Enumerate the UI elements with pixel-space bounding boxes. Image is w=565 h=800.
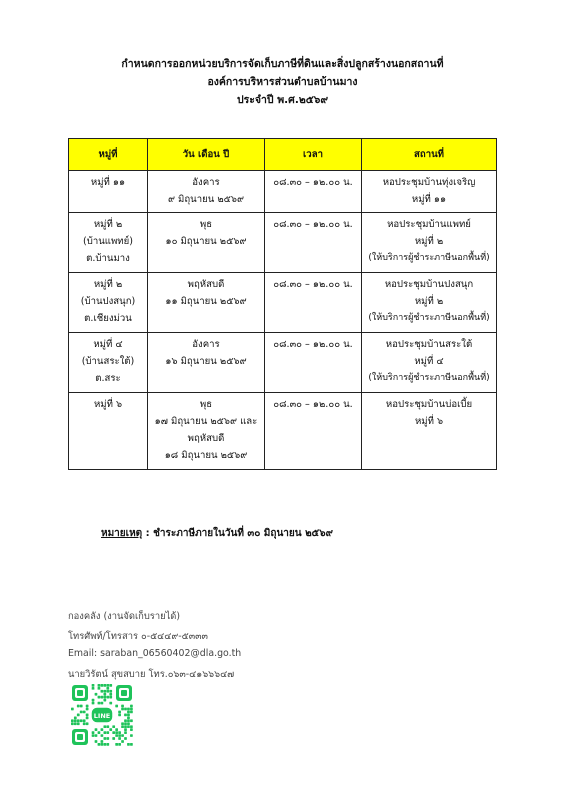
qr-module <box>86 722 89 725</box>
cell-line: หมู่ที่ ๖ <box>414 415 444 427</box>
qr-module <box>124 722 127 725</box>
qr-module <box>109 693 112 696</box>
place-cell <box>362 213 497 273</box>
qr-module <box>80 711 83 714</box>
qr-module <box>74 722 77 725</box>
village-cell <box>69 213 148 273</box>
qr-module <box>130 734 133 737</box>
qr-module <box>83 722 86 725</box>
qr-module <box>127 722 130 725</box>
qr-module <box>101 734 104 737</box>
cell-line: หอประชุมบ้านทุ่งเจริญ <box>382 177 476 188</box>
qr-module <box>118 731 121 734</box>
qr-module <box>106 690 109 693</box>
date-cell <box>148 273 265 333</box>
qr-module <box>95 728 98 731</box>
village-cell <box>69 332 148 392</box>
qr-module <box>77 722 80 725</box>
qr-module <box>127 719 130 722</box>
qr-module <box>74 719 77 722</box>
qr-module <box>101 743 104 746</box>
qr-module <box>92 699 95 702</box>
fiscal-year: ประจำปี พ.ศ.๒๕๖๙ <box>236 94 329 106</box>
qr-module <box>103 693 106 696</box>
qr-module <box>106 687 109 690</box>
qr-module <box>106 737 109 740</box>
cell-line: หมู่ที่ ๖ <box>93 398 123 410</box>
qr-module <box>95 740 98 743</box>
date-cell <box>148 171 265 213</box>
village-cell <box>69 273 148 333</box>
place-cell <box>362 171 497 213</box>
date-cell <box>148 332 265 392</box>
place-note: (ให้บริการผู้ชำระภาษีนอกพื้นที่) <box>368 253 490 264</box>
contact-person: นายวิรัตน์ สุขสบาย โทร.๐๖๓-๔๑๖๖๖๔๗ <box>68 669 235 680</box>
place-note: (ให้บริการผู้ชำระภาษีนอกพื้นที่) <box>368 372 490 383</box>
table-header-row <box>69 139 497 171</box>
qr-module <box>98 687 101 690</box>
column-header-date: วัน เดือน ปี <box>148 139 265 171</box>
qr-module <box>115 734 118 737</box>
qr-module <box>103 696 106 699</box>
qr-module <box>92 687 95 690</box>
time-cell <box>265 273 362 333</box>
cell-line: อังคาร <box>192 177 220 188</box>
cell-line: หอประชุมบ้านแพทย์ <box>387 219 471 231</box>
qr-module <box>121 740 124 743</box>
time-cell <box>265 332 362 392</box>
table-row <box>69 392 497 469</box>
qr-module <box>80 719 83 722</box>
qr-module <box>98 702 101 705</box>
qr-module <box>118 714 121 717</box>
qr-module <box>118 711 121 714</box>
qr-module <box>106 725 109 728</box>
qr-module <box>101 684 104 687</box>
qr-module <box>92 684 95 687</box>
cell-line: หอประชุมบ้านบ่อเบี้ย <box>385 398 473 410</box>
cell-line: ๑๑ มิถุนายน ๒๕๖๙ <box>165 296 247 308</box>
qr-module <box>124 708 127 711</box>
table-row <box>69 171 497 213</box>
cell-line: หมู่ที่ ๔ <box>414 355 444 367</box>
qr-module <box>86 716 89 719</box>
qr-module <box>103 743 106 746</box>
contact-phone: โทรศัพท์/โทรสาร ๐-๕๔๔๙-๕๓๓๓ <box>68 631 208 642</box>
cell-line: (บ้านสระใต้) <box>81 355 135 367</box>
date-cell <box>148 213 265 273</box>
cell-line: ๑๗ มิถุนายน ๒๕๖๙ และ <box>154 415 258 427</box>
qr-module <box>101 740 104 743</box>
qr-module <box>121 708 124 711</box>
note-label: หมายเหตุ <box>101 528 143 539</box>
qr-module <box>127 711 130 714</box>
qr-module <box>98 684 101 687</box>
line-qr-code <box>71 684 133 746</box>
qr-module <box>130 708 133 711</box>
qr-module <box>101 728 104 731</box>
qr-module <box>106 696 109 699</box>
place-cell <box>362 332 497 392</box>
qr-module <box>71 708 74 711</box>
cell-line: ๑๖ มิถุนายน ๒๕๖๙ <box>165 355 247 367</box>
qr-module <box>101 702 104 705</box>
qr-module <box>86 714 89 717</box>
cell-line: หอประชุมบ้านปงสนุก <box>384 279 474 291</box>
column-header-time: เวลา <box>265 139 362 171</box>
qr-module <box>98 731 101 734</box>
qr-module <box>121 725 124 728</box>
qr-module <box>127 708 130 711</box>
qr-module <box>95 693 98 696</box>
cell-line: อังคาร <box>192 338 220 350</box>
qr-module <box>121 734 124 737</box>
qr-module <box>92 734 95 737</box>
cell-line: หมู่ที่ ๔ <box>93 338 123 350</box>
qr-module <box>115 743 118 746</box>
qr-module <box>77 705 80 708</box>
schedule-body <box>69 171 497 470</box>
document-title: กำหนดการออกหน่วยบริการจัดเก็บภาษีที่ดินและสิ่งปลูกสร้างนอกสถานที่ <box>121 58 444 70</box>
cell-line: หมู่ที่ ๑๑ <box>411 194 447 205</box>
qr-module <box>74 716 77 719</box>
cell-line: (บ้านปงสนุก) <box>80 296 136 308</box>
qr-module <box>86 705 89 708</box>
village-cell <box>69 392 148 469</box>
village-cell <box>69 171 148 213</box>
qr-module <box>103 737 106 740</box>
cell-line: (บ้านแพทย์) <box>83 236 133 248</box>
qr-line-label: LINE <box>93 712 111 720</box>
cell-line: ๐๘.๓๐ – ๑๒.๐๐ น. <box>273 279 353 291</box>
qr-module <box>101 696 104 699</box>
qr-module <box>127 743 130 746</box>
qr-module <box>106 731 109 734</box>
cell-line: ๐๘.๓๐ – ๑๒.๐๐ น. <box>273 219 353 231</box>
cell-line: ๐๘.๓๐ – ๑๒.๐๐ น. <box>273 177 353 188</box>
cell-line: ๑๘ มิถุนายน ๒๕๖๙ <box>164 449 248 461</box>
contact-department: กองคลัง (งานจัดเก็บรายได้) <box>68 611 181 622</box>
place-note: (ให้บริการผู้ชำระภาษีนอกพื้นที่) <box>368 313 490 324</box>
cell-line: ๙ มิถุนายน ๒๕๖๙ <box>167 194 245 205</box>
qr-module <box>118 737 121 740</box>
qr-module <box>109 690 112 693</box>
qr-module <box>115 705 118 708</box>
qr-module <box>86 708 89 711</box>
qr-module <box>130 728 133 731</box>
cell-line: พุธ <box>199 398 213 410</box>
qr-module <box>112 731 115 734</box>
cell-line: หมู่ที่ ๒ <box>93 279 123 291</box>
qr-module <box>83 711 86 714</box>
qr-module <box>92 702 95 705</box>
qr-module <box>71 719 74 722</box>
qr-module <box>109 684 112 687</box>
qr-module <box>83 719 86 722</box>
qr-module <box>98 696 101 699</box>
table-row <box>69 273 497 333</box>
cell-line: หมู่ที่ ๒ <box>414 296 444 308</box>
cell-line: หอประชุมบ้านสระใต้ <box>385 338 473 350</box>
qr-module <box>101 690 104 693</box>
cell-line: หมู่ที่ ๑๑ <box>90 177 126 188</box>
time-cell <box>265 213 362 273</box>
cell-line: ต.เชียงม่วน <box>84 313 132 325</box>
cell-line: พฤหัสบดี <box>187 432 225 444</box>
place-cell <box>362 392 497 469</box>
qr-module <box>95 734 98 737</box>
qr-module <box>130 725 133 728</box>
qr-module <box>103 699 106 702</box>
column-header-village: หมู่ที่ <box>69 139 148 171</box>
note-text: : ชำระภาษีภายในวันที่ ๓๐ มิถุนายน ๒๕๖๙ <box>142 528 333 539</box>
qr-module <box>124 719 127 722</box>
table-row <box>69 213 497 273</box>
qr-module <box>121 722 124 725</box>
time-cell <box>265 392 362 469</box>
cell-line: ๐๘.๓๐ – ๑๒.๐๐ น. <box>273 398 353 410</box>
qr-module <box>92 731 95 734</box>
qr-module <box>71 722 74 725</box>
cell-line: ๐๘.๓๐ – ๑๒.๐๐ น. <box>273 338 353 350</box>
qr-module <box>109 702 112 705</box>
qr-module <box>127 716 130 719</box>
time-cell <box>265 171 362 213</box>
qr-module <box>98 743 101 746</box>
qr-module <box>124 728 127 731</box>
cell-line: ต.บ้านมาง <box>86 253 130 265</box>
qr-module <box>115 728 118 731</box>
qr-module <box>121 705 124 708</box>
note <box>101 526 333 541</box>
cell-line: พฤหัสบดี <box>187 279 225 291</box>
cell-line: หมู่ที่ ๒ <box>414 236 444 248</box>
qr-module <box>118 734 121 737</box>
qr-module <box>115 731 118 734</box>
column-header-place: สถานที่ <box>362 139 497 171</box>
qr-module <box>103 684 106 687</box>
qr-module <box>124 714 127 717</box>
qr-module <box>130 711 133 714</box>
schedule-table <box>68 138 497 470</box>
qr-module <box>130 743 133 746</box>
qr-module <box>103 731 106 734</box>
cell-line: ๑๐ มิถุนายน ๒๕๖๙ <box>165 236 247 248</box>
qr-module <box>109 728 112 731</box>
qr-module <box>106 743 109 746</box>
cell-line: ต.สระ <box>95 372 121 384</box>
cell-line: พุธ <box>199 219 213 231</box>
qr-module <box>127 725 130 728</box>
qr-module <box>124 731 127 734</box>
date-cell <box>148 392 265 469</box>
qr-module <box>130 705 133 708</box>
qr-module <box>80 705 83 708</box>
qr-module <box>130 719 133 722</box>
qr-module <box>112 725 115 728</box>
qr-module <box>124 737 127 740</box>
contact-email: Email: saraban_06560402@dla.go.th <box>68 648 242 659</box>
qr-module <box>112 737 115 740</box>
place-cell <box>362 273 497 333</box>
cell-line: หมู่ที่ ๒ <box>93 219 123 231</box>
qr-module <box>109 696 112 699</box>
qr-module <box>106 684 109 687</box>
qr-module <box>127 714 130 717</box>
qr-module <box>77 719 80 722</box>
organization-name: องค์การบริหารส่วนตำบลบ้านมาง <box>207 76 358 88</box>
qr-module <box>103 725 106 728</box>
qr-module <box>124 725 127 728</box>
qr-module <box>118 743 121 746</box>
table-row <box>69 332 497 392</box>
qr-module <box>77 714 80 717</box>
qr-module <box>103 690 106 693</box>
